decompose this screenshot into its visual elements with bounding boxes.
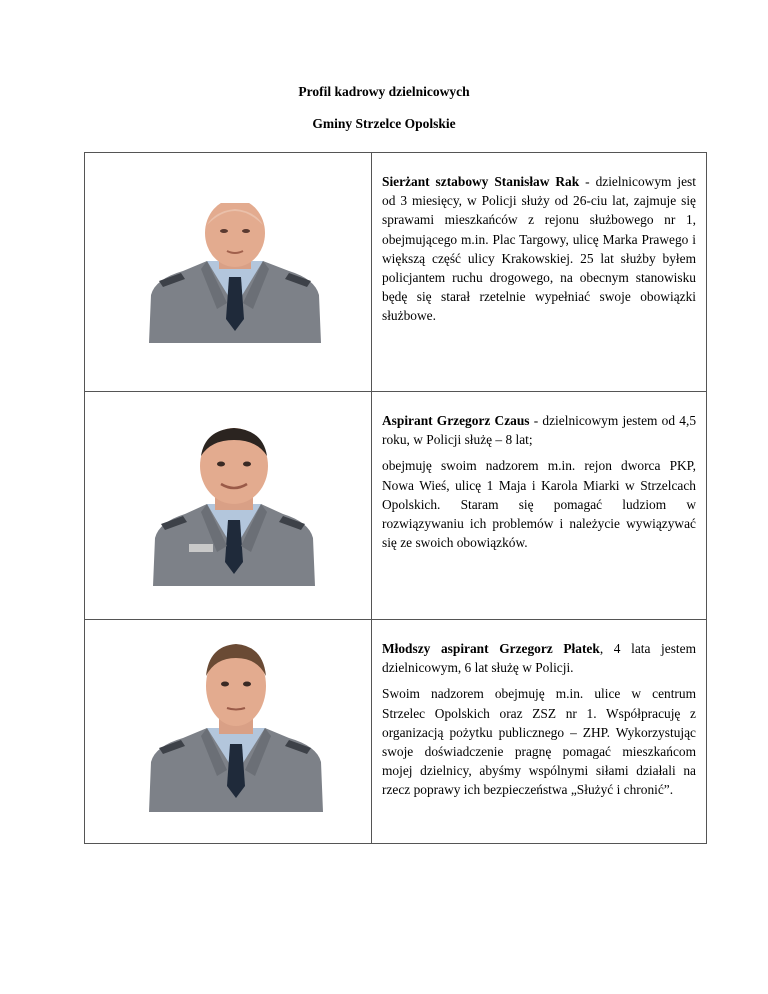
- profile-paragraph: obejmuję swoim nadzorem m.in. rejon dworca PKP, Nowa Wieś, ulicę 1 Maja i Karola Miarki w Strzelcach Opolskich. Staram się pomagać ludziom w rozwiązywaniu ich problemów i należycie wywiązywać się ze swoich obowiązków.: [382, 458, 696, 551]
- profile-paragraph: [382, 411, 696, 449]
- photo-cell: [85, 153, 372, 392]
- profile-row: [85, 620, 707, 844]
- profile-paragraph: [382, 172, 696, 326]
- profiles-table: [84, 152, 707, 844]
- profile-name: Aspirant Grzegorz Czaus: [382, 413, 530, 428]
- photo-cell: [85, 620, 372, 844]
- profile-text-cell: [372, 153, 707, 392]
- profile-row: [85, 392, 707, 620]
- portrait-photo-2: [149, 426, 319, 586]
- profile-text: - dzielnicowym jest od 3 miesięcy, w Policji służy od 26-ciu lat, zajmuje się sprawami mieszkańców z rejonu służbowego nr 1, obejmującego m.in. Plac Targowy, ulicę Marka Prawego i większą część ulicy Krakowskiej. 25 lat służby byłem policjantem ruchu drogowego, na obecnym stanowisku będę się starał rzetelnie wypełniać swoje obowiązki służbowe.: [382, 174, 696, 324]
- profile-text-cell: [372, 392, 707, 620]
- profile-text: - dzielnicowym jestem od 4,5 roku, w Policji służę – 8 lat;: [382, 413, 697, 448]
- photo-cell: [85, 392, 372, 620]
- profile-name: Młodszy aspirant Grzegorz Płatek: [382, 641, 600, 656]
- profile-paragraph: Swoim nadzorem obejmuję m.in. ulice w centrum Strzelec Opolskich oraz ZSZ nr 1. Współpracuję z organizacją pożytku publicznego – ZHP. Wykorzystując swoje doświadczenie pragnę pomagać mieszkańcom mojej dzielnicy, abyśmy wspólnymi siłami działali na rzecz poprawy ich bezpieczeństwa „Służyć i chronić”.: [382, 686, 696, 798]
- portrait-photo-3: [145, 642, 327, 812]
- document-subtitle: Gminy Strzelce Opolskie: [312, 116, 456, 131]
- document-title: Profil kadrowy dzielnicowych: [298, 84, 470, 99]
- profile-text: , 4 lata jestem dzielnicowym, 6 lat służę w Policji.: [382, 641, 697, 676]
- profile-paragraph: [382, 639, 696, 677]
- profile-text-cell: [372, 620, 707, 844]
- profile-row: [85, 153, 707, 392]
- profile-name: Sierżant sztabowy Stanisław Rak: [382, 174, 580, 189]
- portrait-photo-1: [143, 203, 327, 343]
